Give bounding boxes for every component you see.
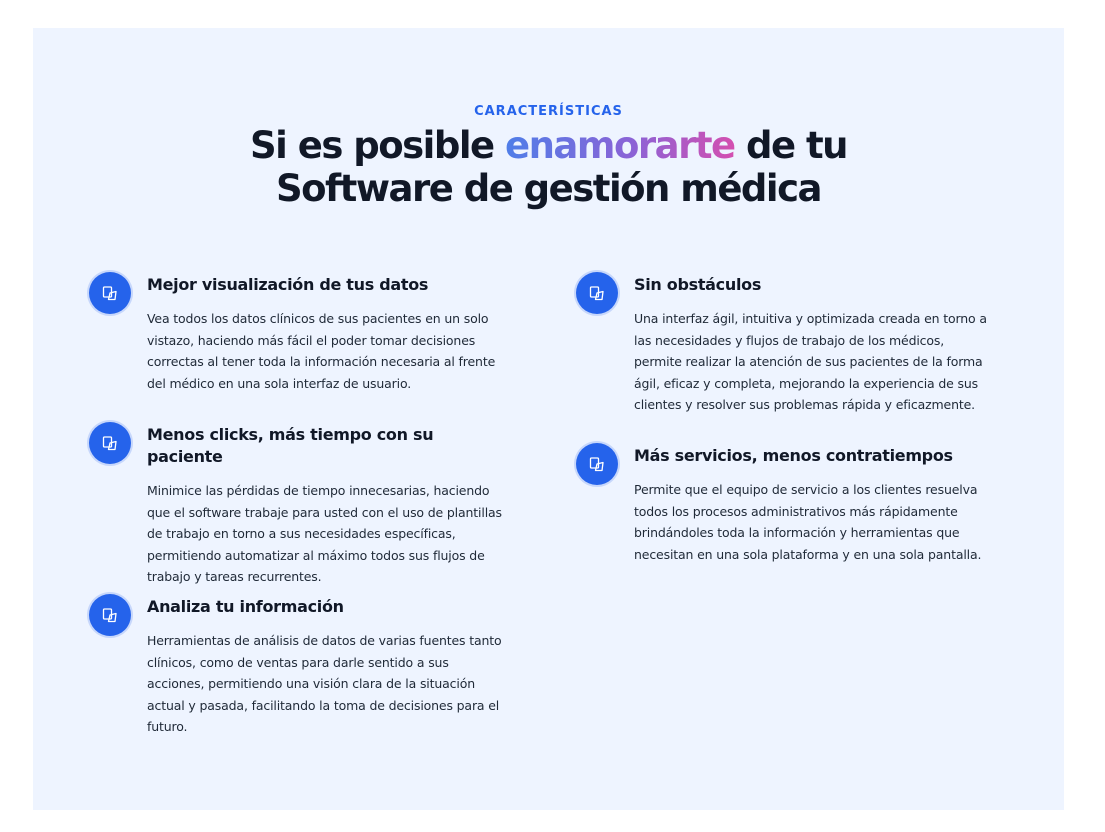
section-headline <box>33 124 1064 210</box>
feature-title: Más servicios, menos contratiempos <box>634 446 953 465</box>
headline-text-after: de tu <box>734 124 847 167</box>
document-pen-icon <box>89 594 131 636</box>
headline-text-before: Si es posible <box>250 124 505 167</box>
feature-visualizacion <box>147 274 507 394</box>
feature-description: Vea todos los datos clínicos de sus pacientes en un solo vistazo, haciendo más fácil el poder tomar decisiones correctas al tener toda la información necesaria al frente del médico en una sola interfaz de usuario. <box>147 311 496 391</box>
document-pen-icon <box>89 272 131 314</box>
document-pen-icon <box>89 422 131 464</box>
feature-description: Una interfaz ágil, intuitiva y optimizada creada en torno a las necesidades y flujos de trabajo de los médicos, permite realizar la atención de sus pacientes de la forma ágil, eficaz y completa, mejorando la experiencia de sus clientes y resolver sus problemas rápida y eficazmente. <box>634 311 987 412</box>
feature-analiza <box>147 596 507 738</box>
feature-title: Analiza tu información <box>147 597 344 616</box>
feature-description: Minimice las pérdidas de tiempo innecesarias, haciendo que el software trabaje para usted con el uso de plantillas de trabajo en torno a sus necesidades específicas, permitiendo automatizar al máximo todos sus flujos de trabajo y tareas recurrentes. <box>147 483 502 584</box>
features-section <box>33 28 1064 810</box>
document-pen-icon <box>576 443 618 485</box>
feature-title: Sin obstáculos <box>634 275 762 294</box>
headline-highlight: enamorarte <box>504 124 735 167</box>
feature-title: Mejor visualización de tus datos <box>147 275 429 294</box>
feature-description: Herramientas de análisis de datos de varias fuentes tanto clínicos, como de ventas para darle sentido a sus acciones, permitiendo una visión clara de la situación actual y pasada, facilitando la toma de decisiones para el futuro. <box>147 633 502 734</box>
feature-description: Permite que el equipo de servicio a los clientes resuelva todos los procesos administrativos más rápidamente brindándoles toda la información y herramientas que necesitan en una sola plataforma y en una sola pantalla. <box>634 482 982 562</box>
headline-line-2: Software de gestión médica <box>275 167 821 210</box>
document-pen-icon <box>576 272 618 314</box>
feature-menos-clicks <box>147 424 507 588</box>
feature-sin-obstaculos <box>634 274 989 416</box>
section-eyebrow: CARACTERÍSTICAS <box>474 104 623 119</box>
feature-title: Menos clicks, más tiempo con su paciente <box>147 425 434 466</box>
feature-mas-servicios <box>634 445 989 565</box>
